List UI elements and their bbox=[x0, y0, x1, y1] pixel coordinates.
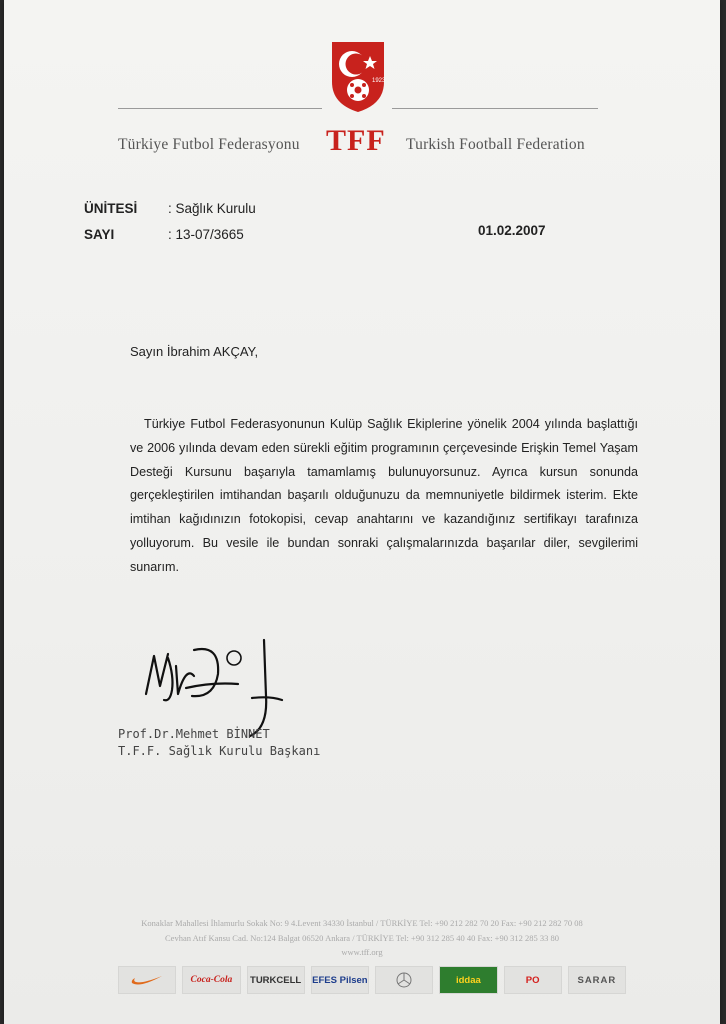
sponsor-sarar-logo: SARAR bbox=[568, 966, 626, 994]
signer-name: Prof.Dr.Mehmet BİNNET bbox=[118, 727, 270, 741]
sponsor-strip bbox=[118, 966, 626, 994]
sponsor-coca-cola-logo: Coca-Cola bbox=[182, 966, 240, 994]
mercedes-star-icon bbox=[396, 972, 412, 988]
letter-page bbox=[4, 0, 720, 1024]
footer-address-ankara: Cevhan Atıf Kansu Cad. No:124 Balgat 06520 Ankara / TÜRKİYE Tel: +90 312 285 40 40 Fax: +90 312 285 33 80 bbox=[165, 933, 559, 943]
tff-logo-emblem bbox=[326, 38, 390, 114]
org-name-english: Turkish Football Federation bbox=[406, 136, 585, 153]
letter-body bbox=[130, 413, 638, 580]
sponsor-mercedes-logo bbox=[375, 966, 433, 994]
footer-website: www.tff.org bbox=[341, 947, 383, 957]
svg-text:1923: 1923 bbox=[372, 78, 386, 84]
letter-date: 01.02.2007 bbox=[478, 223, 546, 238]
sponsor-nike-logo bbox=[118, 966, 176, 994]
header-rule-left bbox=[118, 108, 322, 109]
reference-value: : 13-07/3665 bbox=[168, 227, 244, 242]
unit-value: : Sağlık Kurulu bbox=[168, 201, 256, 216]
sponsor-petrol-ofisi-logo: PO bbox=[504, 966, 562, 994]
signer-title: T.F.F. Sağlık Kurulu Başkanı bbox=[118, 744, 321, 758]
signer-block bbox=[118, 726, 320, 760]
salutation: Sayın İbrahim AKÇAY, bbox=[130, 344, 259, 359]
sponsor-efes-logo: EFES Pilsen bbox=[311, 966, 369, 994]
header-rule-right bbox=[392, 108, 598, 109]
sponsor-iddaa-logo: iddaa bbox=[439, 966, 497, 994]
reference-label: SAYI bbox=[84, 227, 115, 242]
unit-label: ÜNİTESİ bbox=[84, 201, 138, 216]
letter-paragraph: Türkiye Futbol Federasyonunun Kulüp Sağlık Ekiplerine yönelik 2004 yılında başlattığı ve 2006 yılında devam eden sürekli eğitim programının çerçevesinde Erişkin Temel Yaşam Desteği Kursunu başarıyla tamamlamış bulunuyorsunuz. Ayrıca kursun sonunda gerçekleştirilen imtihandan başarılı olduğunuzu da memnuniyetle bildirmek isterim. Ekte imtihan kağıdınızın fotokopisi, cevap anahtarını ve kazandığınız sertifikayı tarafınıza yolluyorum. Bu vesile ile bundan sonraki çalışmalarınızda başarılar diler, sevgilerimi sunarım. bbox=[130, 417, 638, 574]
swoosh-icon bbox=[130, 974, 164, 986]
sponsor-turkcell-logo: TURKCELL bbox=[247, 966, 305, 994]
footer-address-istanbul: Konaklar Mahallesi İhlamurlu Sokak No: 9 4.Levent 34330 İstanbul / TÜRKİYE Tel: +90 212 282 70 20 Fax: +90 212 282 70 08 bbox=[141, 918, 583, 928]
org-name-turkish: Türkiye Futbol Federasyonu bbox=[118, 136, 300, 153]
org-abbreviation: TFF bbox=[326, 124, 386, 157]
